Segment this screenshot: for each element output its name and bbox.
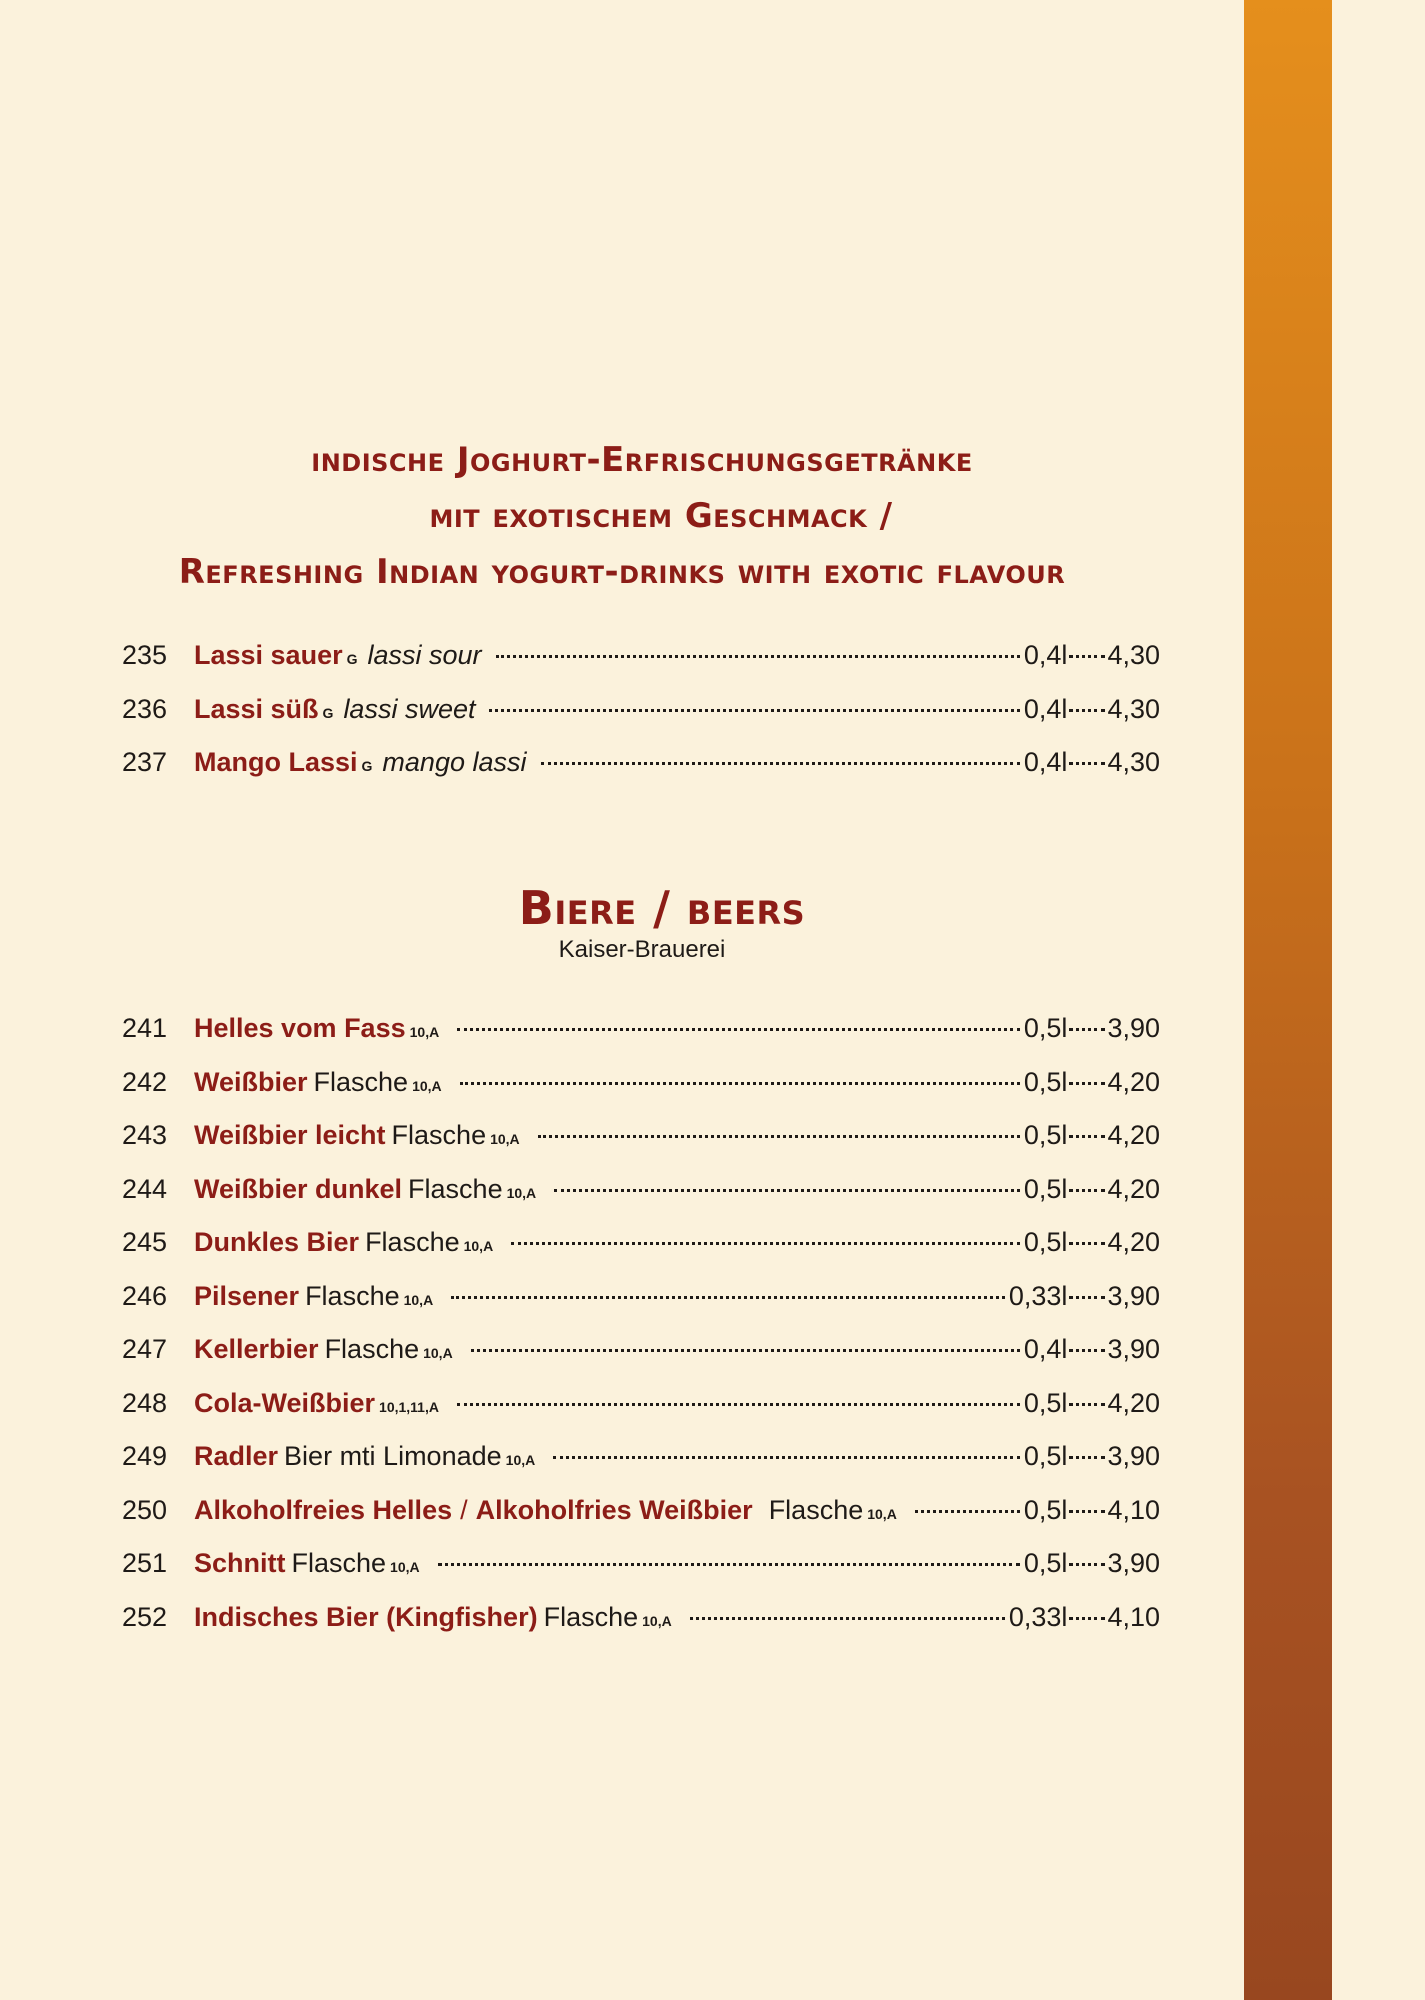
- allergen-code: 10,A: [403, 1291, 434, 1308]
- item-volume: 0,5l: [1023, 1173, 1068, 1204]
- allergen-code: 10,A: [409, 1024, 440, 1040]
- item-number: 249: [122, 1441, 168, 1471]
- allergen-code: 10,A: [642, 1612, 672, 1629]
- menu-item: [122, 1227, 1160, 1281]
- item-description: Flasche: [391, 1120, 487, 1150]
- item-price: 4,20: [1107, 1173, 1160, 1204]
- item-description: Bier mti Limonade: [284, 1441, 502, 1471]
- allergen-code: 10,A: [423, 1345, 453, 1361]
- item-volume: 0,5l: [1023, 1387, 1068, 1418]
- name-separator: /: [460, 1494, 468, 1525]
- item-number: 237: [122, 747, 168, 777]
- allergen-code: 10,A: [506, 1184, 537, 1201]
- menu-item: [122, 1174, 1160, 1228]
- item-description: Flasche: [408, 1173, 503, 1204]
- item-name: Lassi süß: [194, 693, 319, 724]
- item-price: 4,30: [1107, 747, 1160, 777]
- item-name-alt: Alkoholfries Weißbier: [475, 1494, 753, 1525]
- item-number: 245: [122, 1227, 168, 1257]
- item-name: Helles vom Fass: [194, 1013, 406, 1043]
- dot-leader: [1069, 655, 1105, 658]
- dot-leader: [553, 1456, 1020, 1459]
- dot-leader: [1069, 1456, 1105, 1459]
- item-description: Flasche: [768, 1494, 864, 1525]
- menu-item: [122, 1441, 1160, 1495]
- item-name: Radler: [194, 1441, 279, 1471]
- item-number: 251: [122, 1548, 168, 1578]
- dot-leader: [554, 1189, 1020, 1192]
- dot-leader: [489, 709, 1019, 712]
- item-volume: 0,33l: [1008, 1601, 1068, 1632]
- item-price: 4,20: [1107, 1066, 1160, 1097]
- item-price: 4,10: [1107, 1601, 1160, 1632]
- dot-leader: [541, 762, 1020, 765]
- beer-menu-list: [122, 1013, 1160, 1655]
- menu-item: [122, 1120, 1160, 1174]
- item-description: Flasche: [324, 1334, 420, 1364]
- allergen-code: G: [361, 758, 373, 774]
- lassi-title-line-1: indische Joghurt-Erfrischungsgetränke: [311, 440, 973, 480]
- item-description: lassi sweet: [343, 693, 476, 724]
- item-name: Cola-Weißbier: [194, 1387, 376, 1418]
- item-volume: 0,5l: [1023, 1013, 1068, 1043]
- menu-item: [122, 747, 1160, 801]
- allergen-code: 10,1,11,A: [379, 1398, 439, 1415]
- dot-leader: [1069, 1082, 1105, 1085]
- dot-leader: [457, 1028, 1020, 1031]
- item-name: Schnitt: [194, 1548, 286, 1578]
- item-price: 3,90: [1107, 1548, 1160, 1578]
- item-name: Weißbier leicht: [194, 1120, 386, 1150]
- menu-item: [122, 694, 1160, 748]
- lassi-menu-list: [122, 640, 1160, 801]
- allergen-code: 10,A: [490, 1131, 520, 1147]
- menu-item: [122, 1548, 1160, 1602]
- item-number: 250: [122, 1494, 168, 1525]
- menu-item: [122, 1067, 1160, 1121]
- menu-item: [122, 1602, 1160, 1656]
- item-name: Weißbier dunkel: [194, 1173, 403, 1204]
- item-number: 235: [122, 640, 168, 670]
- menu-item: [122, 1388, 1160, 1442]
- dot-leader: [915, 1510, 1020, 1513]
- allergen-code: G: [322, 704, 334, 721]
- item-volume: 0,5l: [1023, 1494, 1068, 1525]
- item-name: Weißbier: [194, 1066, 308, 1097]
- item-name: Mango Lassi: [194, 747, 358, 777]
- dot-leader: [1069, 1563, 1105, 1566]
- item-volume: 0,5l: [1023, 1227, 1068, 1257]
- dot-leader: [471, 1349, 1020, 1352]
- item-description: Flasche: [305, 1280, 400, 1311]
- dot-leader: [496, 655, 1020, 658]
- dot-leader: [1069, 1403, 1105, 1406]
- dot-leader: [1069, 1189, 1105, 1192]
- item-price: 3,90: [1107, 1441, 1160, 1471]
- item-number: 248: [122, 1387, 168, 1418]
- menu-item: [122, 1495, 1160, 1549]
- item-number: 236: [122, 693, 168, 724]
- item-description: Flasche: [543, 1601, 639, 1632]
- item-number: 244: [122, 1173, 168, 1204]
- item-price: 4,20: [1107, 1120, 1160, 1150]
- dot-leader: [538, 1135, 1020, 1138]
- lassi-title-line-3: Refreshing Indian yogurt-drinks with exotic flavour: [178, 552, 1066, 592]
- item-description: Flasche: [291, 1548, 387, 1578]
- item-price: 4,20: [1107, 1387, 1160, 1418]
- dot-leader: [1069, 709, 1105, 712]
- menu-item: [122, 640, 1160, 694]
- item-number: 247: [122, 1334, 168, 1364]
- dot-leader: [457, 1403, 1020, 1406]
- allergen-code: 10,A: [463, 1238, 494, 1254]
- item-description: Flasche: [365, 1227, 460, 1257]
- allergen-code: 10,A: [390, 1559, 420, 1575]
- item-number: 241: [122, 1013, 168, 1043]
- item-volume: 0,5l: [1023, 1441, 1068, 1471]
- item-price: 4,20: [1107, 1227, 1160, 1257]
- dot-leader: [1069, 1349, 1105, 1352]
- item-number: 243: [122, 1120, 168, 1150]
- dot-leader: [1069, 1617, 1105, 1620]
- item-description: Flasche: [313, 1066, 409, 1097]
- item-volume: 0,4l: [1023, 693, 1068, 724]
- dot-leader: [1069, 1296, 1105, 1299]
- item-volume: 0,4l: [1023, 747, 1068, 777]
- menu-item: [122, 1334, 1160, 1388]
- menu-item: [122, 1281, 1160, 1335]
- item-number: 246: [122, 1280, 168, 1311]
- item-price: 3,90: [1107, 1334, 1160, 1364]
- dot-leader: [1069, 1242, 1105, 1245]
- dot-leader: [451, 1296, 1005, 1299]
- item-volume: 0,5l: [1023, 1548, 1068, 1578]
- dot-leader: [438, 1563, 1020, 1566]
- dot-leader: [1069, 762, 1105, 765]
- lassi-title-line-2: mit exotischem Geschmack /: [429, 496, 893, 536]
- menu-item: [122, 1013, 1160, 1067]
- allergen-code: 10,A: [412, 1077, 442, 1094]
- item-price: 4,30: [1107, 640, 1160, 670]
- item-number: 242: [122, 1066, 168, 1097]
- dot-leader: [690, 1617, 1005, 1620]
- item-price: 4,30: [1107, 693, 1160, 724]
- item-name: Dunkles Bier: [194, 1227, 360, 1257]
- lassi-section-title: [0, 432, 1244, 600]
- item-volume: 0,5l: [1023, 1120, 1068, 1150]
- item-name: Lassi sauer: [194, 640, 343, 670]
- dot-leader: [511, 1242, 1020, 1245]
- dot-leader: [1069, 1135, 1105, 1138]
- item-volume: 0,4l: [1023, 1334, 1068, 1364]
- item-price: 3,90: [1107, 1013, 1160, 1043]
- item-name: Indisches Bier (Kingfisher): [194, 1601, 538, 1632]
- dot-leader: [1069, 1028, 1105, 1031]
- item-name: Pilsener: [194, 1280, 300, 1311]
- item-price: 3,90: [1107, 1280, 1160, 1311]
- item-description: mango lassi: [382, 747, 527, 777]
- dot-leader: [460, 1082, 1020, 1085]
- allergen-code: 10,A: [505, 1452, 536, 1468]
- item-name: Alkoholfreies Helles: [194, 1494, 453, 1525]
- decorative-side-bar: [1244, 0, 1332, 2000]
- item-volume: 0,4l: [1023, 640, 1068, 670]
- item-name: Kellerbier: [194, 1334, 319, 1364]
- item-price: 4,10: [1107, 1494, 1160, 1525]
- item-volume: 0,33l: [1008, 1280, 1068, 1311]
- brewery-subtitle: Kaiser-Brauerei: [558, 936, 726, 963]
- beer-section-title: Biere / beers: [518, 881, 806, 935]
- allergen-code: 10,A: [867, 1505, 897, 1522]
- item-volume: 0,5l: [1023, 1066, 1068, 1097]
- item-number: 252: [122, 1601, 168, 1632]
- allergen-code: G: [346, 651, 358, 667]
- item-description: lassi sour: [367, 640, 482, 670]
- dot-leader: [1069, 1510, 1105, 1513]
